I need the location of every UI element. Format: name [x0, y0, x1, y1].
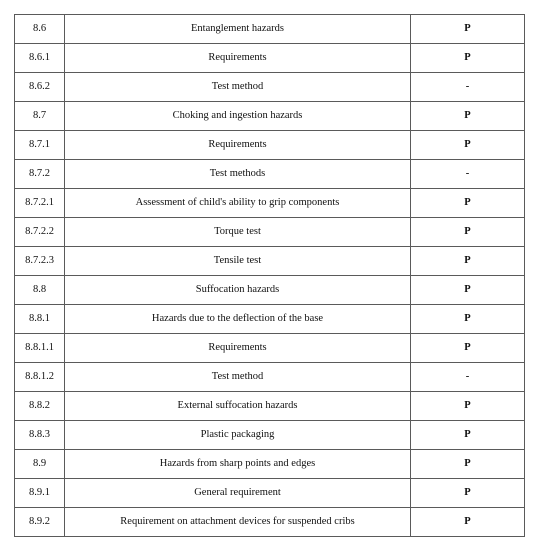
table-row [15, 305, 525, 334]
clause-title: Assessment of child's ability to grip components [65, 189, 411, 218]
table-row [15, 218, 525, 247]
verdict: P [411, 392, 525, 421]
table-row [15, 450, 525, 479]
clause-number: 8.8 [15, 276, 65, 305]
clause-title: Test method [65, 363, 411, 392]
table-row [15, 44, 525, 73]
verdict: P [411, 189, 525, 218]
clause-number: 8.7.2.2 [15, 218, 65, 247]
clause-number: 8.9 [15, 450, 65, 479]
clause-title: General requirement [65, 479, 411, 508]
clause-title: Test method [65, 73, 411, 102]
clause-title: Torque test [65, 218, 411, 247]
clause-title: Requirements [65, 44, 411, 73]
verdict: P [411, 450, 525, 479]
clause-number: 8.9.1 [15, 479, 65, 508]
verdict: P [411, 508, 525, 537]
verdict: P [411, 305, 525, 334]
table-row [15, 421, 525, 450]
clause-title: Test methods [65, 160, 411, 189]
verdict: - [411, 73, 525, 102]
clause-number: 8.8.1.1 [15, 334, 65, 363]
table-row [15, 334, 525, 363]
table-row [15, 363, 525, 392]
verdict: P [411, 44, 525, 73]
clause-number: 8.8.1.2 [15, 363, 65, 392]
clause-number: 8.7 [15, 102, 65, 131]
clause-number: 8.6.2 [15, 73, 65, 102]
verdict: P [411, 479, 525, 508]
clause-title: Plastic packaging [65, 421, 411, 450]
table-row [15, 102, 525, 131]
clause-number: 8.8.2 [15, 392, 65, 421]
clause-title: Hazards due to the deflection of the base [65, 305, 411, 334]
verdict: P [411, 102, 525, 131]
table-row [15, 15, 525, 44]
verdict: P [411, 218, 525, 247]
table-row [15, 73, 525, 102]
clause-title: Tensile test [65, 247, 411, 276]
clause-title: Requirement on attachment devices for suspended cribs [65, 508, 411, 537]
clause-number: 8.7.2.1 [15, 189, 65, 218]
clause-title: Hazards from sharp points and edges [65, 450, 411, 479]
clause-number: 8.6.1 [15, 44, 65, 73]
table-row [15, 131, 525, 160]
verdict: P [411, 334, 525, 363]
verdict: P [411, 421, 525, 450]
clause-number: 8.8.1 [15, 305, 65, 334]
table-body [15, 15, 525, 537]
table-row [15, 247, 525, 276]
clause-title: Requirements [65, 334, 411, 363]
table-row [15, 479, 525, 508]
clause-number: 8.7.1 [15, 131, 65, 160]
table-row [15, 160, 525, 189]
clause-title: Requirements [65, 131, 411, 160]
verdict: P [411, 247, 525, 276]
clause-number: 8.8.3 [15, 421, 65, 450]
table-row [15, 276, 525, 305]
clause-number: 8.7.2 [15, 160, 65, 189]
clause-title: Entanglement hazards [65, 15, 411, 44]
clause-title: Choking and ingestion hazards [65, 102, 411, 131]
verdict: - [411, 363, 525, 392]
verdict: P [411, 15, 525, 44]
clause-title: External suffocation hazards [65, 392, 411, 421]
verdict: - [411, 160, 525, 189]
clause-number: 8.7.2.3 [15, 247, 65, 276]
verdict: P [411, 131, 525, 160]
table-row [15, 392, 525, 421]
clause-number: 8.9.2 [15, 508, 65, 537]
clause-number: 8.6 [15, 15, 65, 44]
verdict: P [411, 276, 525, 305]
table-row [15, 189, 525, 218]
clause-title: Suffocation hazards [65, 276, 411, 305]
table-row [15, 508, 525, 537]
requirements-table [14, 14, 525, 537]
